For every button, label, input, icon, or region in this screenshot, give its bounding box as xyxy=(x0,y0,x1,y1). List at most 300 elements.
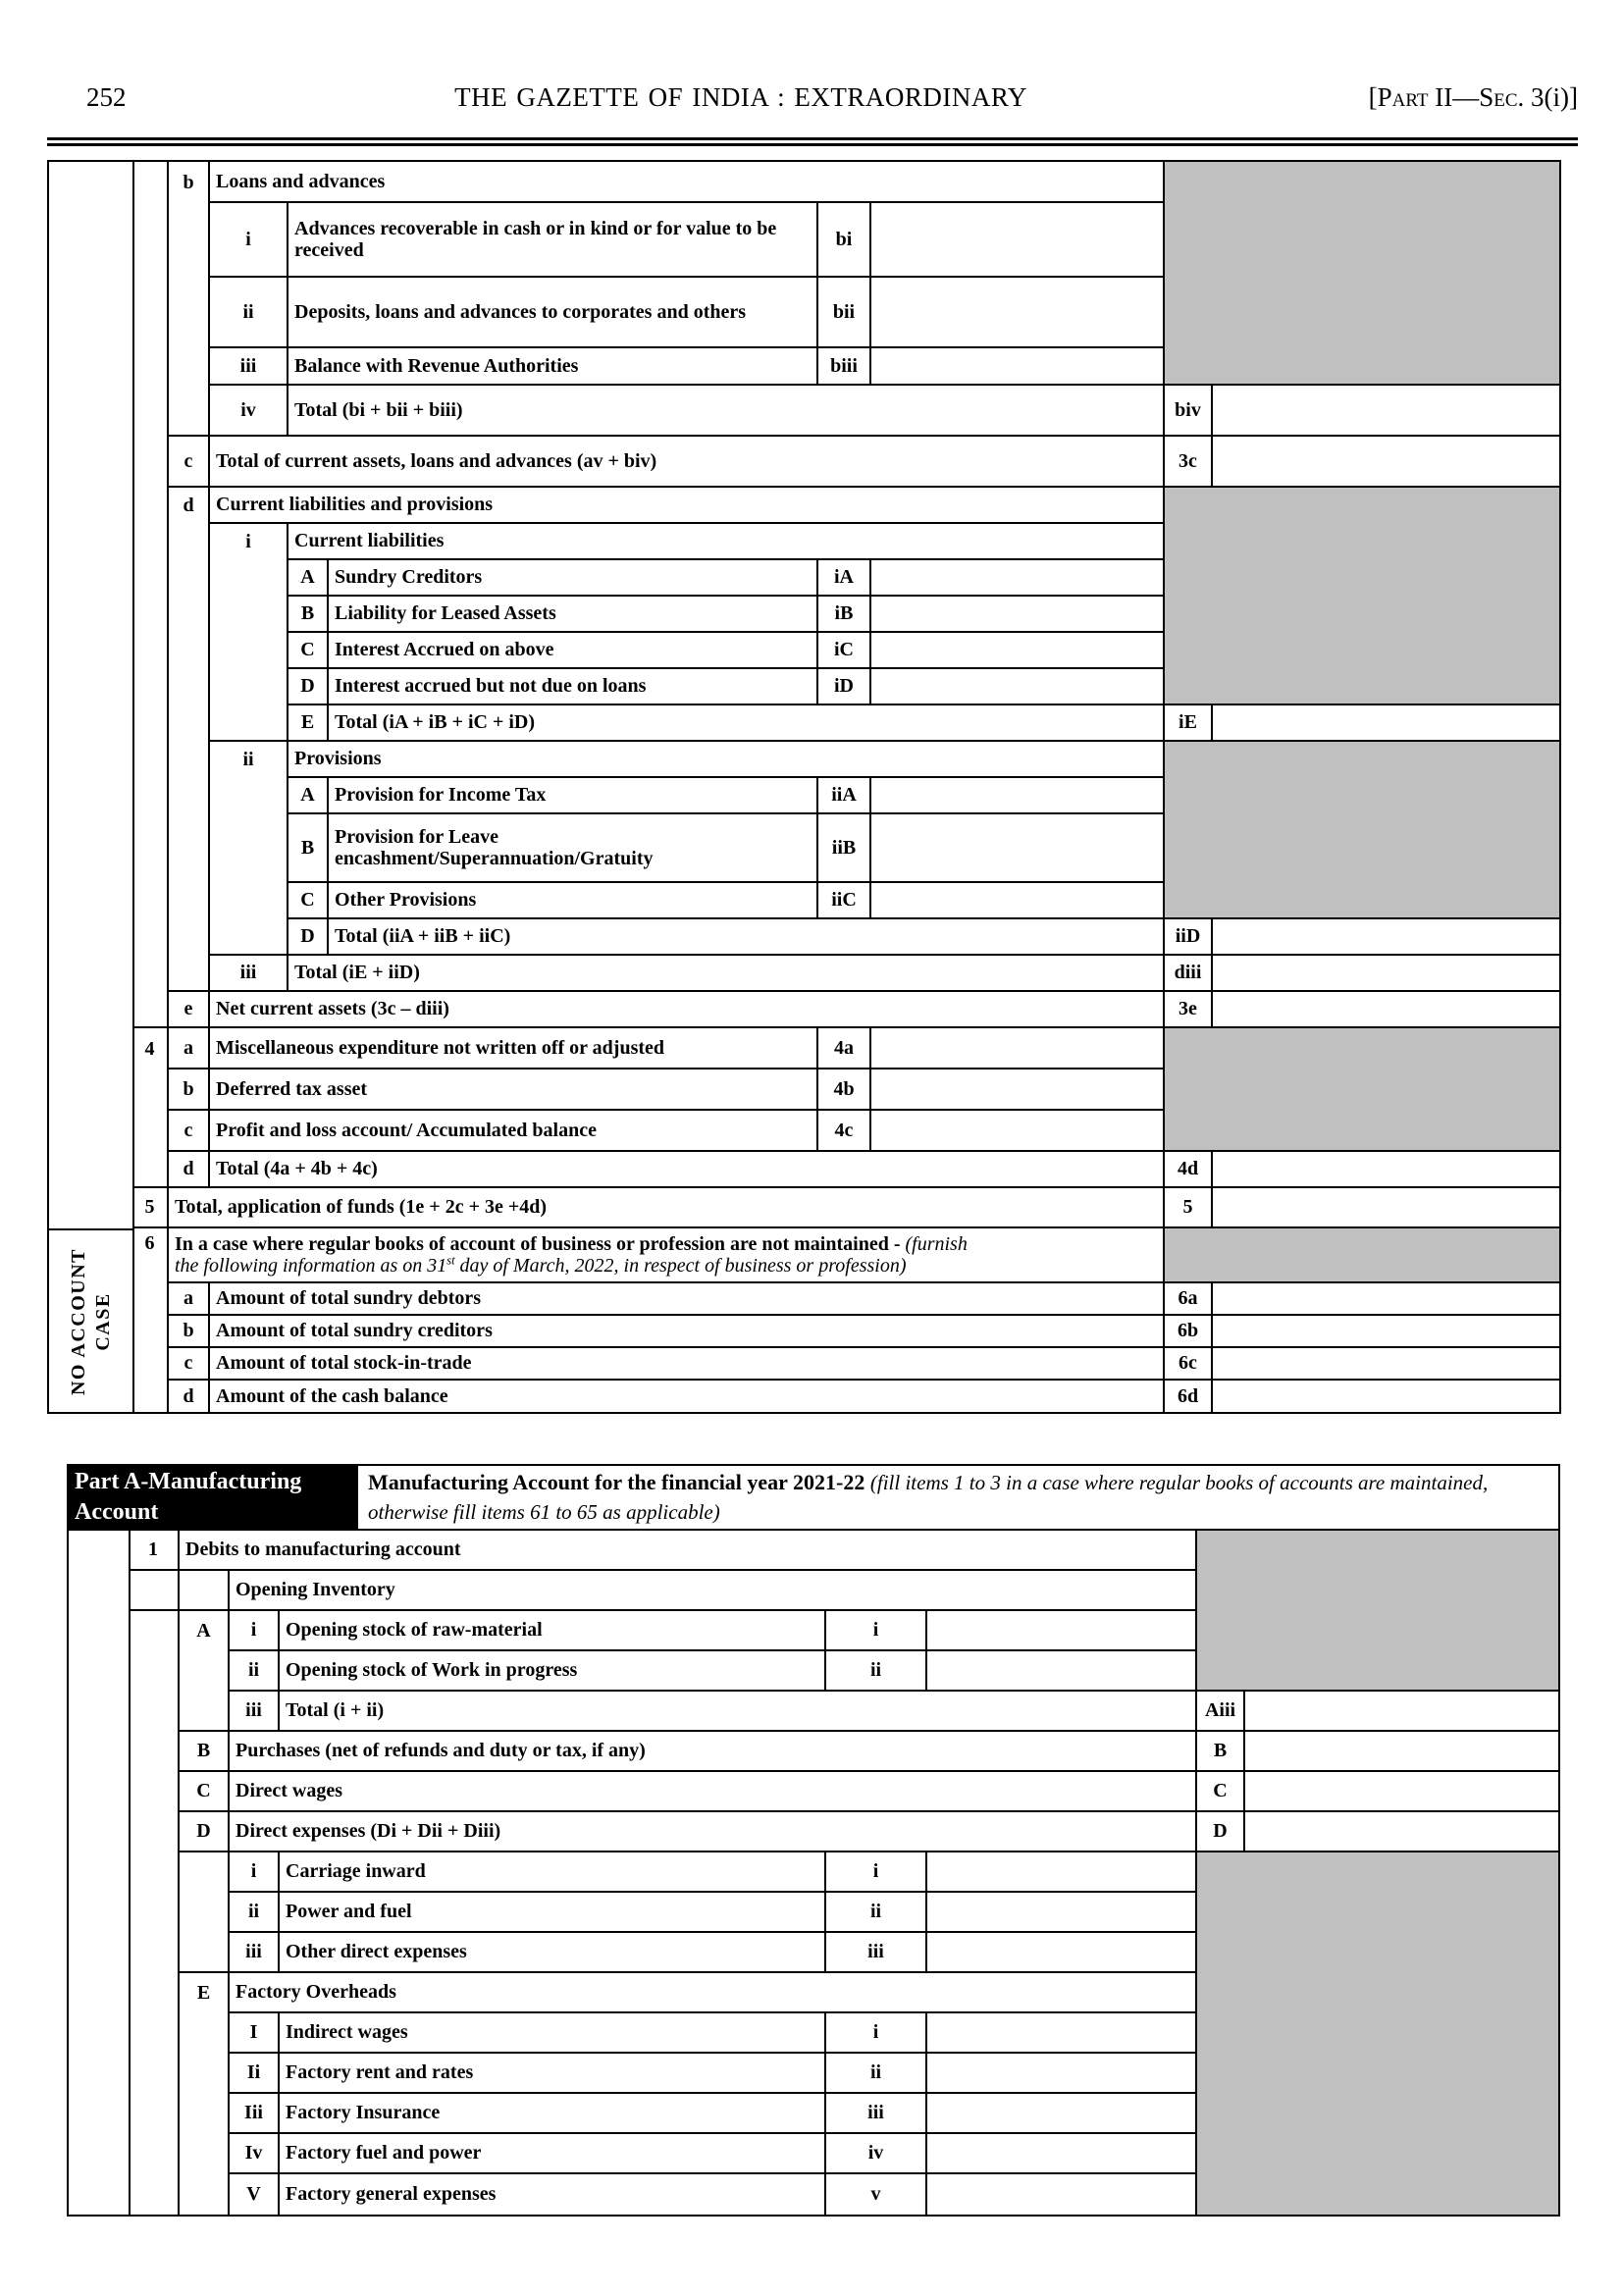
code-cell xyxy=(1165,956,1213,992)
row-num xyxy=(132,814,169,883)
row-letter xyxy=(169,524,210,560)
row-roman xyxy=(210,597,288,633)
code-cell-text: 6d xyxy=(1177,1384,1199,1407)
row-label xyxy=(210,488,1165,524)
row-num xyxy=(132,348,169,386)
shaded-cell xyxy=(1165,524,1559,560)
value-cell xyxy=(871,278,1165,348)
row-num xyxy=(129,1692,180,1732)
code-cell xyxy=(826,2174,927,2215)
row-letter xyxy=(180,2134,230,2174)
row-label xyxy=(329,597,818,633)
code-cell-text: iii xyxy=(867,1941,884,1962)
row-num xyxy=(129,1651,180,1692)
code-cell-text: iC xyxy=(834,639,854,660)
row-label-text: Opening stock of Work in progress xyxy=(286,1659,578,1682)
table-row xyxy=(129,1651,1558,1692)
row-label xyxy=(230,1772,1197,1812)
row-letter-text: c xyxy=(183,1119,193,1141)
row-letter xyxy=(169,778,210,814)
row-label-text: Indirect wages xyxy=(286,2021,408,2044)
row-num xyxy=(129,1611,180,1651)
row-label-text: Other direct expenses xyxy=(286,1941,467,1963)
value-cell xyxy=(1213,919,1559,956)
row-letter xyxy=(180,1812,230,1852)
row-letter xyxy=(169,278,210,348)
value-cell xyxy=(927,1651,1197,1692)
row-letter xyxy=(180,1772,230,1812)
row-label xyxy=(288,956,1165,992)
row-sub-text: B xyxy=(300,836,315,859)
value-cell xyxy=(927,2054,1197,2094)
row-letter-text: E xyxy=(196,1982,211,2004)
code-cell xyxy=(1165,1316,1213,1348)
row-num xyxy=(132,203,169,278)
row-label-text: In a case where regular books of account of business or profession are not maintained - (furnish the following information as on 31st day of March, 2022, in respect of business or profession) xyxy=(175,1232,968,1277)
value-cell xyxy=(871,1111,1165,1152)
value-cell xyxy=(1213,705,1559,742)
table-row xyxy=(129,2013,1558,2054)
row-letter xyxy=(169,919,210,956)
row-label-text: Provision for Leave encashment/Superannuation/Gratuity xyxy=(335,825,654,869)
code-cell-text: 6c xyxy=(1179,1352,1197,1374)
row-letter xyxy=(169,1316,210,1348)
row-letter xyxy=(169,1111,210,1152)
row-label xyxy=(280,1651,826,1692)
value-cell xyxy=(871,633,1165,669)
table-row xyxy=(132,1316,1559,1348)
row-label-text: Total (iE + iiD) xyxy=(294,962,420,984)
table-row xyxy=(132,992,1559,1028)
row-num xyxy=(132,386,169,437)
table-row xyxy=(129,1692,1558,1732)
manufacturing-header-title: Manufacturing Account for the financial year 2021-22 xyxy=(368,1470,865,1494)
row-letter xyxy=(169,705,210,742)
shaded-cell xyxy=(1165,814,1559,883)
shaded-cell xyxy=(1197,1571,1558,1611)
row-letter-text: b xyxy=(183,1077,194,1100)
code-cell-text: bii xyxy=(832,300,856,323)
row-label-text: Amount of total sundry debtors xyxy=(216,1287,482,1310)
row-letter-text: e xyxy=(183,998,193,1019)
code-cell-text: iiD xyxy=(1175,925,1201,947)
value-cell xyxy=(1213,956,1559,992)
table-row xyxy=(132,203,1559,278)
row-roman-text: Iv xyxy=(244,2142,263,2164)
row-label xyxy=(210,1348,1165,1381)
code-cell xyxy=(826,1893,927,1933)
code-cell-text: 4b xyxy=(833,1077,855,1100)
code-cell-text: 3e xyxy=(1179,998,1197,1019)
row-label-text: Factory Insurance xyxy=(286,2102,441,2124)
row-roman-text: ii xyxy=(242,749,254,770)
row-letter xyxy=(169,488,210,524)
row-roman-text: i xyxy=(245,531,251,552)
row-num xyxy=(132,560,169,597)
row-roman xyxy=(230,1651,280,1692)
row-label-text: Direct wages xyxy=(236,1780,343,1802)
code-cell xyxy=(818,1069,871,1111)
row-sub-text: C xyxy=(300,639,315,660)
row-roman xyxy=(230,1933,280,1973)
row-num xyxy=(132,956,169,992)
shaded-cell xyxy=(1197,2013,1558,2054)
row-letter xyxy=(169,1069,210,1111)
table-row xyxy=(132,1283,1559,1316)
row-roman-text: I xyxy=(249,2021,258,2043)
row-label xyxy=(288,524,1165,560)
row-label-text: Profit and loss account/ Accumulated balance xyxy=(216,1119,597,1141)
row-label xyxy=(210,1111,818,1152)
shaded-cell xyxy=(1165,203,1559,278)
row-label-text: Advances recoverable in cash or in kind or for value to be received xyxy=(294,217,777,261)
value-cell xyxy=(927,1852,1197,1893)
row-label-text: Total (bi + bii + biii) xyxy=(294,398,463,421)
shaded-cell xyxy=(1165,1111,1559,1152)
shaded-cell xyxy=(1197,2174,1558,2215)
code-cell xyxy=(826,1852,927,1893)
value-cell xyxy=(1245,1692,1558,1732)
row-label-text: Total (i + ii) xyxy=(286,1699,385,1722)
row-num xyxy=(129,1772,180,1812)
row-label xyxy=(288,348,818,386)
table-row xyxy=(129,1772,1558,1812)
row-roman-text: iii xyxy=(239,962,257,983)
code-cell-text: 6a xyxy=(1178,1287,1198,1309)
page-title: THE GAZETTE OF INDIA : EXTRAORDINARY xyxy=(454,82,1027,112)
row-roman xyxy=(210,778,288,814)
row-label xyxy=(280,2054,826,2094)
row-label xyxy=(230,1812,1197,1852)
row-letter xyxy=(169,437,210,488)
code-cell xyxy=(826,2094,927,2134)
row-sub xyxy=(288,814,329,883)
code-cell xyxy=(818,348,871,386)
value-cell xyxy=(927,1893,1197,1933)
value-cell xyxy=(1245,1812,1558,1852)
row-roman xyxy=(210,203,288,278)
table-row xyxy=(129,1852,1558,1893)
value-cell xyxy=(1213,1188,1559,1228)
table-row xyxy=(132,1188,1559,1228)
row-roman-text: Ii xyxy=(246,2061,261,2083)
row-num xyxy=(129,1812,180,1852)
code-cell-text: diii xyxy=(1174,962,1202,983)
shaded-cell xyxy=(1165,1069,1559,1111)
table-row xyxy=(129,1933,1558,1973)
row-label xyxy=(210,1028,818,1069)
code-cell-text: Aiii xyxy=(1204,1699,1236,1721)
row-label-text: Total (iiA + iiB + iiC) xyxy=(335,925,511,948)
row-roman xyxy=(210,705,288,742)
code-cell-text: ii xyxy=(869,2061,882,2083)
code-cell xyxy=(1165,1188,1213,1228)
row-sub xyxy=(288,669,329,705)
code-cell xyxy=(826,1611,927,1651)
table-row xyxy=(132,488,1559,524)
value-cell xyxy=(871,669,1165,705)
code-cell xyxy=(818,883,871,919)
row-roman xyxy=(210,883,288,919)
row-label xyxy=(280,1893,826,1933)
row-label xyxy=(280,2174,826,2215)
row-label-text: Total of current assets, loans and advances (av + biv) xyxy=(216,449,657,472)
row-num xyxy=(129,1893,180,1933)
code-cell xyxy=(1165,386,1213,437)
row-num xyxy=(129,2013,180,2054)
row-letter-text: b xyxy=(183,171,194,193)
value-cell xyxy=(1213,1283,1559,1316)
row-letter-text: d xyxy=(183,1384,194,1407)
code-cell xyxy=(1197,1692,1245,1732)
row-label-text: Total (4a + 4b + 4c) xyxy=(216,1158,378,1180)
row-roman xyxy=(210,742,288,778)
row-roman-text: ii xyxy=(247,1659,260,1681)
row-roman-text: i xyxy=(245,228,251,250)
value-cell xyxy=(927,2174,1197,2215)
row-letter xyxy=(180,1571,230,1611)
row-label xyxy=(210,1316,1165,1348)
row-label xyxy=(280,2013,826,2054)
table-row xyxy=(129,2054,1558,2094)
row-roman xyxy=(210,633,288,669)
row-letter xyxy=(169,1348,210,1381)
code-cell-text: biii xyxy=(830,354,858,377)
no-account-label-line2: CASE xyxy=(91,1291,114,1351)
code-cell xyxy=(1165,1152,1213,1188)
code-cell-text: v xyxy=(870,2183,881,2205)
row-letter xyxy=(169,956,210,992)
code-cell xyxy=(1165,1283,1213,1316)
row-label-text: Direct expenses (Di + Dii + Diii) xyxy=(236,1820,501,1843)
code-cell-text: 5 xyxy=(1182,1196,1193,1218)
row-letter xyxy=(169,992,210,1028)
shaded-cell xyxy=(1165,742,1559,778)
value-cell xyxy=(871,1069,1165,1111)
value-cell xyxy=(1213,1381,1559,1412)
row-label xyxy=(288,742,1165,778)
row-label xyxy=(288,278,818,348)
row-num xyxy=(132,1152,169,1188)
row-label xyxy=(329,814,818,883)
row-label-text: Amount of total stock-in-trade xyxy=(216,1352,472,1375)
row-sub-text: A xyxy=(300,784,315,806)
value-cell xyxy=(927,2013,1197,2054)
row-label-text: Sundry Creditors xyxy=(335,566,483,589)
row-num xyxy=(132,597,169,633)
row-sub xyxy=(288,705,329,742)
row-label xyxy=(329,883,818,919)
table-row xyxy=(132,1152,1559,1188)
shaded-cell xyxy=(1165,278,1559,348)
row-label-text: Opening Inventory xyxy=(236,1579,395,1601)
table-row xyxy=(132,1111,1559,1152)
row-label xyxy=(280,1933,826,1973)
value-cell xyxy=(1213,1348,1559,1381)
row-num xyxy=(132,705,169,742)
row-sub xyxy=(288,919,329,956)
code-cell-text: iii xyxy=(867,2102,884,2123)
table-row xyxy=(132,705,1559,742)
row-label-text: Loans and advances xyxy=(216,170,386,192)
shaded-cell xyxy=(1165,778,1559,814)
code-cell-text: iD xyxy=(834,675,854,697)
row-roman-text: iv xyxy=(240,398,256,421)
table-row xyxy=(132,1028,1559,1069)
row-num xyxy=(132,437,169,488)
row-sub xyxy=(288,597,329,633)
row-label-text: Amount of the cash balance xyxy=(216,1384,448,1407)
value-cell xyxy=(927,1933,1197,1973)
row-letter-text: c xyxy=(183,449,193,472)
code-cell-text: iiA xyxy=(831,784,857,806)
row-sub-text: B xyxy=(300,602,315,624)
row-label-text: Liability for Leased Assets xyxy=(335,602,556,625)
row-num xyxy=(132,1188,169,1228)
row-letter xyxy=(169,1381,210,1412)
code-cell xyxy=(818,1028,871,1069)
row-label-text: Deposits, loans and advances to corporates and others xyxy=(294,300,747,323)
value-cell xyxy=(1245,1772,1558,1812)
table-row xyxy=(132,742,1559,778)
table-row xyxy=(132,956,1559,992)
value-cell xyxy=(1213,1316,1559,1348)
shaded-cell xyxy=(1197,2134,1558,2174)
row-sub-text: A xyxy=(300,566,315,588)
table-row xyxy=(129,1571,1558,1611)
row-label-text: Factory rent and rates xyxy=(286,2061,474,2084)
row-label xyxy=(169,1188,1165,1228)
section-ref-tail: (i)] xyxy=(1544,82,1578,112)
row-label-text: Balance with Revenue Authorities xyxy=(294,354,579,377)
row-roman xyxy=(230,2134,280,2174)
shaded-cell xyxy=(1197,1651,1558,1692)
table-row xyxy=(132,883,1559,919)
row-num xyxy=(132,1028,169,1069)
table-row xyxy=(132,633,1559,669)
row-label xyxy=(210,437,1165,488)
manufacturing-header-note: (fill items 1 to 3 in a case where regular books of accounts are maintained, otherwise fill items 61 to 65 as applicable) xyxy=(368,1471,1489,1524)
row-sub-text: E xyxy=(300,711,315,733)
row-roman xyxy=(210,560,288,597)
row-letter xyxy=(169,386,210,437)
row-letter-text: d xyxy=(183,1158,194,1179)
row-num-text: 1 xyxy=(148,1539,158,1560)
row-sub xyxy=(288,633,329,669)
code-cell xyxy=(818,278,871,348)
row-letter xyxy=(180,1611,230,1651)
row-sub-text: C xyxy=(300,889,315,911)
value-cell xyxy=(871,778,1165,814)
row-sub-text: D xyxy=(300,675,315,697)
row-label xyxy=(280,1852,826,1893)
code-cell xyxy=(1197,1772,1245,1812)
table-row xyxy=(129,1531,1558,1571)
table-row xyxy=(132,778,1559,814)
code-cell xyxy=(818,597,871,633)
row-roman xyxy=(230,2013,280,2054)
table-row xyxy=(132,1381,1559,1412)
row-label xyxy=(288,203,818,278)
row-label xyxy=(210,992,1165,1028)
part-a-header-cell xyxy=(69,1466,358,1531)
row-roman xyxy=(210,956,288,992)
shaded-cell xyxy=(1165,669,1559,705)
row-roman-text: i xyxy=(250,1860,257,1882)
shaded-cell xyxy=(1165,162,1559,203)
shaded-cell xyxy=(1197,1611,1558,1651)
row-label xyxy=(210,1152,1165,1188)
table-row xyxy=(132,437,1559,488)
code-cell-text: ii xyxy=(869,1659,882,1681)
row-num xyxy=(132,524,169,560)
row-letter xyxy=(169,883,210,919)
row-roman xyxy=(210,278,288,348)
row-num xyxy=(132,1283,169,1316)
manufacturing-header-cell xyxy=(358,1466,1558,1531)
row-sub xyxy=(288,560,329,597)
row-roman xyxy=(230,1852,280,1893)
table-row xyxy=(129,1812,1558,1852)
table-row xyxy=(129,1611,1558,1651)
row-num xyxy=(132,1069,169,1111)
row-letter-text: C xyxy=(196,1780,211,1801)
row-label xyxy=(280,1692,1197,1732)
row-label-text: Miscellaneous expenditure not written off or adjusted xyxy=(216,1036,665,1059)
code-cell-text: 6b xyxy=(1177,1320,1199,1341)
code-cell-text: iE xyxy=(1179,711,1197,733)
row-num xyxy=(129,1531,180,1571)
code-cell xyxy=(818,669,871,705)
code-cell-text: C xyxy=(1213,1780,1228,1801)
row-label xyxy=(329,633,818,669)
row-roman xyxy=(230,1893,280,1933)
table-row xyxy=(132,1069,1559,1111)
code-cell xyxy=(818,203,871,278)
shaded-cell xyxy=(1197,1933,1558,1973)
value-cell xyxy=(871,597,1165,633)
row-letter-text: a xyxy=(183,1287,193,1309)
code-cell-text: i xyxy=(872,1860,879,1882)
row-roman xyxy=(230,2054,280,2094)
row-label-text: Other Provisions xyxy=(335,889,477,912)
code-cell-text: 4a xyxy=(834,1036,854,1059)
shaded-cell xyxy=(1165,1228,1559,1283)
code-cell xyxy=(826,2013,927,2054)
row-letter-text: D xyxy=(196,1820,211,1842)
shaded-cell xyxy=(1165,597,1559,633)
row-letter xyxy=(180,2094,230,2134)
table-row xyxy=(132,348,1559,386)
code-cell xyxy=(1165,919,1213,956)
table-row xyxy=(132,162,1559,203)
row-roman xyxy=(210,524,288,560)
row-num xyxy=(132,883,169,919)
table-row xyxy=(132,1228,1559,1283)
row-label xyxy=(329,705,1165,742)
row-roman xyxy=(210,669,288,705)
row-num xyxy=(129,1852,180,1893)
code-cell-text: 4c xyxy=(834,1119,854,1141)
row-letter xyxy=(169,203,210,278)
row-label xyxy=(169,1228,1165,1283)
row-letter xyxy=(169,742,210,778)
table-row xyxy=(132,814,1559,883)
row-num xyxy=(129,1973,180,2013)
code-cell xyxy=(1197,1812,1245,1852)
row-label xyxy=(230,1732,1197,1772)
row-label-text: Opening stock of raw-material xyxy=(286,1619,543,1642)
